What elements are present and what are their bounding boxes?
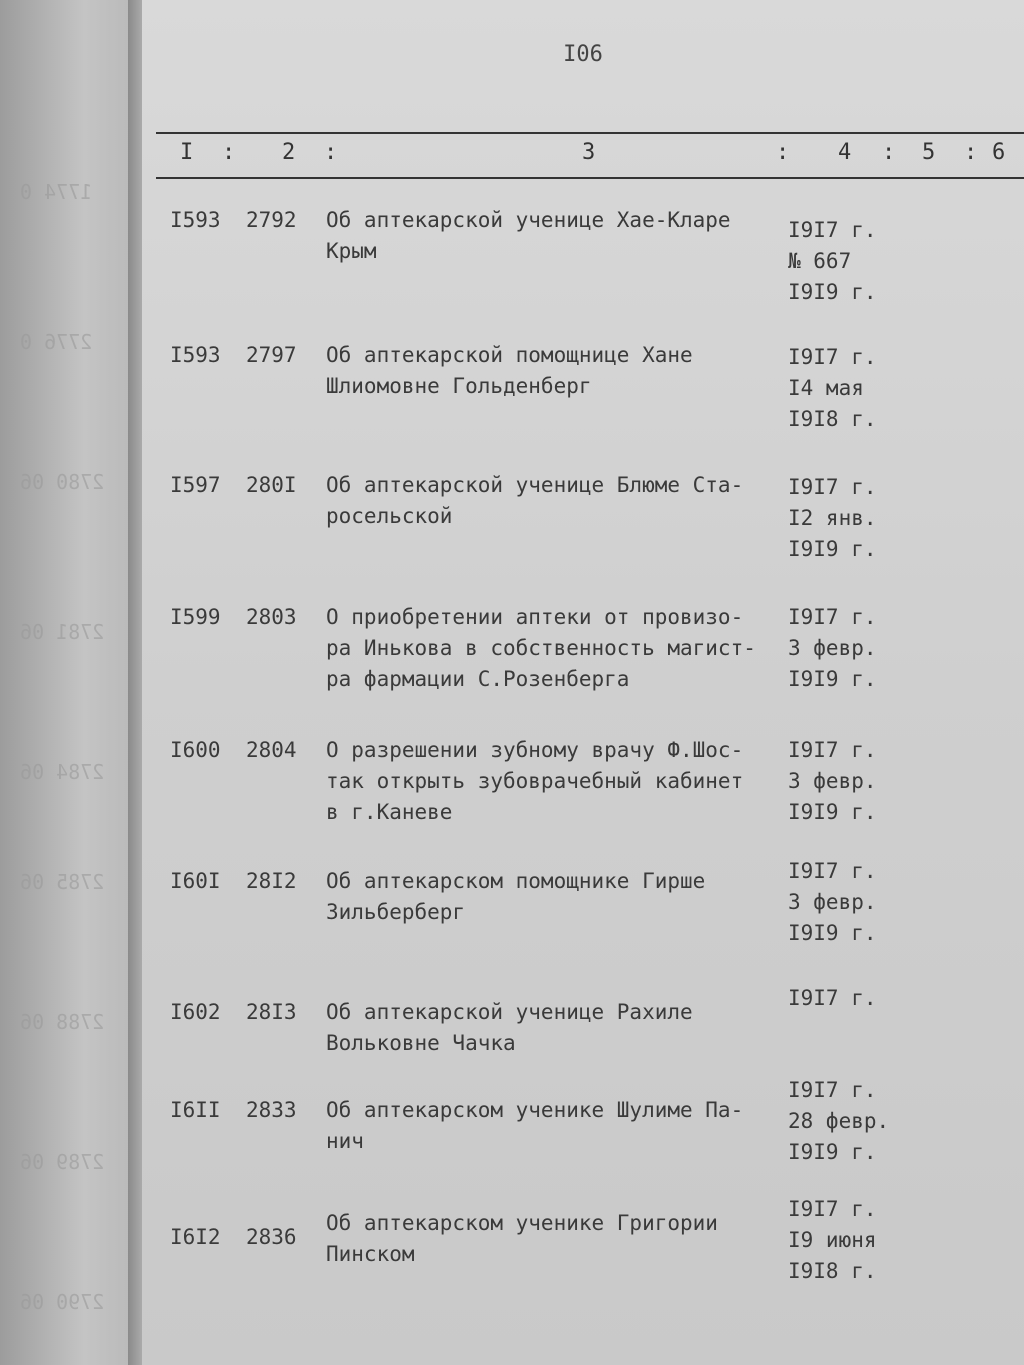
case-date-line: I9I9 г. — [788, 280, 877, 304]
facing-page-bleed-text: 2776 0 — [20, 330, 93, 354]
case-date-line: I9I7 г. — [788, 218, 877, 242]
case-title — [326, 470, 766, 532]
facing-page-bleed-text: 2780 06 — [20, 470, 105, 494]
case-title — [326, 340, 766, 402]
column-header — [142, 140, 1024, 172]
case-number: 280I — [246, 473, 297, 497]
entry-number: I6II — [170, 1098, 221, 1122]
case-date-line: I9I7 г. — [788, 1078, 877, 1102]
facing-page-bleed-text: 2788 06 — [20, 1010, 105, 1034]
facing-page-bleed-text: 2789 06 — [20, 1150, 105, 1174]
column-header-sep: : — [776, 140, 790, 165]
page-number: I06 — [563, 42, 603, 67]
entry-number: I597 — [170, 473, 221, 497]
column-header-3: 3 — [582, 140, 596, 165]
entry-number: I593 — [170, 343, 221, 367]
case-title-line: ра Инькова в собственность магист- — [326, 636, 756, 660]
case-title-line: Зильберберг — [326, 900, 466, 924]
case-date-line: I9I8 г. — [788, 407, 877, 431]
header-rule-bottom — [156, 177, 1024, 179]
column-header-sep: : — [324, 140, 338, 165]
case-date-line: I9I9 г. — [788, 667, 877, 691]
case-date-line: I9I9 г. — [788, 921, 877, 945]
case-date-line: I9I7 г. — [788, 605, 877, 629]
case-title-line: Об аптекарском помощнике Гирше — [326, 869, 706, 893]
case-title-line: О разрешении зубному врачу Ф.Шос- — [326, 738, 744, 762]
case-dates — [788, 1194, 898, 1287]
case-number: 2803 — [246, 605, 297, 629]
entry-number: I599 — [170, 605, 221, 629]
case-title — [326, 1208, 766, 1270]
case-title-line: так открыть зубоврачебный кабинет — [326, 769, 744, 793]
case-date-line: I9I9 г. — [788, 1140, 877, 1164]
column-header-sep: : — [964, 140, 978, 165]
case-title — [326, 866, 766, 928]
case-dates — [788, 983, 898, 1014]
case-title-line: Пинском — [326, 1242, 415, 1266]
case-date-line: № 667 — [788, 249, 852, 273]
case-title-line: Об аптекарской ученице Блюме Ста- — [326, 473, 744, 497]
case-dates — [788, 602, 898, 695]
case-date-line: 3 февр. — [788, 636, 877, 660]
case-title — [326, 1095, 766, 1157]
case-date-line: I9I7 г. — [788, 738, 877, 762]
case-title — [326, 205, 766, 267]
case-title-line: ра фармации С.Розенберга — [326, 667, 630, 691]
case-title — [326, 997, 766, 1059]
case-date-line: I9I7 г. — [788, 345, 877, 369]
header-rule-top — [156, 132, 1024, 134]
case-title-line: Об аптекарском ученике Григории — [326, 1211, 718, 1235]
entry-number: I60I — [170, 869, 221, 893]
facing-page-bleed-text: 2784 06 — [20, 760, 105, 784]
case-date-line: 3 февр. — [788, 890, 877, 914]
column-header-1: I — [180, 140, 194, 165]
column-header-5: 5 — [922, 140, 936, 165]
case-number: 28I2 — [246, 869, 297, 893]
case-date-line: I4 мая — [788, 376, 864, 400]
case-date-line: I9 июня — [788, 1228, 877, 1252]
case-number: 2836 — [246, 1225, 297, 1249]
case-date-line: I9I7 г. — [788, 1197, 877, 1221]
column-header-sep: : — [882, 140, 896, 165]
case-date-line: 28 февр. — [788, 1109, 890, 1133]
entry-number: I593 — [170, 208, 221, 232]
column-header-2: 2 — [282, 140, 296, 165]
case-title-line: Об аптекарской ученице Хае-Кларе — [326, 208, 731, 232]
case-number: 28I3 — [246, 1000, 297, 1024]
case-date-line: I9I8 г. — [788, 1259, 877, 1283]
case-title-line: Шлиомовне Гольденберг — [326, 374, 592, 398]
case-title-line: Вольковне Чачка — [326, 1031, 516, 1055]
case-title-line: О приобретении аптеки от провизо- — [326, 605, 744, 629]
case-date-line: I9I7 г. — [788, 475, 877, 499]
case-dates — [788, 215, 898, 308]
entry-number: I602 — [170, 1000, 221, 1024]
case-dates — [788, 735, 898, 828]
case-title-line: нич — [326, 1129, 364, 1153]
case-title-line: Об аптекарской помощнице Хане — [326, 343, 693, 367]
case-date-line: I2 янв. — [788, 506, 877, 530]
facing-page-bleed-text: 2785 06 — [20, 870, 105, 894]
facing-page — [0, 0, 140, 1365]
case-number: 2833 — [246, 1098, 297, 1122]
case-date-line: I9I7 г. — [788, 986, 877, 1010]
case-date-line: 3 февр. — [788, 769, 877, 793]
case-date-line: I9I9 г. — [788, 537, 877, 561]
document-page — [142, 0, 1024, 1365]
case-title — [326, 735, 766, 828]
case-title-line: Об аптекарском ученике Шулиме Па- — [326, 1098, 744, 1122]
case-dates — [788, 1075, 898, 1168]
case-title-line: в г.Каневе — [326, 800, 453, 824]
column-header-4: 4 — [838, 140, 852, 165]
entry-number: I600 — [170, 738, 221, 762]
facing-page-bleed-text: 2790 06 — [20, 1290, 105, 1314]
column-header-sep: : — [222, 140, 236, 165]
case-date-line: I9I7 г. — [788, 859, 877, 883]
case-title-line: Об аптекарской ученице Рахиле — [326, 1000, 693, 1024]
case-dates — [788, 856, 898, 949]
case-number: 2804 — [246, 738, 297, 762]
facing-page-bleed-text: 2781 06 — [20, 620, 105, 644]
facing-page-bleed-text: 1774 0 — [20, 180, 93, 204]
case-title-line: Крым — [326, 239, 377, 263]
case-number: 2792 — [246, 208, 297, 232]
case-title-line: росельской — [326, 504, 453, 528]
case-dates — [788, 342, 898, 435]
case-date-line: I9I9 г. — [788, 800, 877, 824]
column-header-6: 6 — [992, 140, 1006, 165]
entry-number: I6I2 — [170, 1225, 221, 1249]
case-number: 2797 — [246, 343, 297, 367]
case-dates — [788, 472, 898, 565]
case-title — [326, 602, 766, 695]
